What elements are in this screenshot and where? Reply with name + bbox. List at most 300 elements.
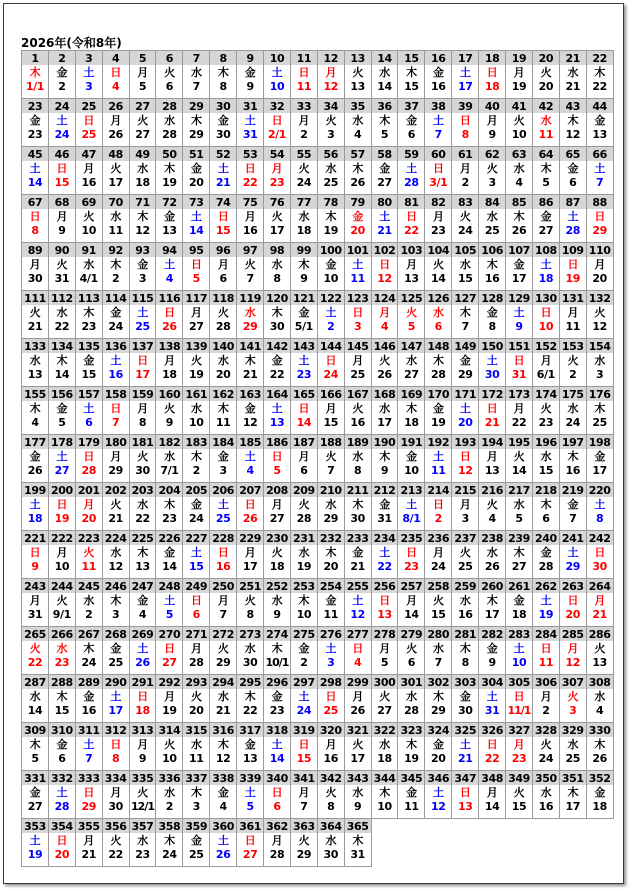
- day-cell: [398, 675, 425, 723]
- day-of-year: 140: [212, 340, 235, 353]
- day-cell: [210, 291, 237, 339]
- weekday-label: 土: [83, 402, 95, 415]
- day-cell: [237, 147, 264, 195]
- day-of-year: 225: [131, 532, 154, 545]
- day-of-year: 107: [508, 244, 530, 257]
- calendar-date: 25: [565, 752, 581, 765]
- day-of-year: 197: [561, 436, 584, 449]
- calendar-date: 16: [323, 752, 338, 765]
- day-of-year: 176: [588, 388, 611, 401]
- weekday-label: 火: [352, 738, 363, 751]
- day-of-year: 102: [373, 244, 396, 257]
- day-cell: [156, 579, 183, 627]
- day-of-year: 322: [373, 724, 396, 737]
- day-cell: [49, 147, 76, 195]
- day-of-year: 263: [561, 580, 584, 593]
- day-of-year: 332: [50, 772, 73, 785]
- day-of-year: 121: [292, 292, 315, 305]
- calendar-date: 8: [354, 464, 362, 477]
- day-cell: [76, 339, 103, 387]
- day-of-year: 49: [135, 148, 150, 161]
- day-cell: [130, 99, 157, 147]
- day-of-year: 199: [24, 484, 46, 497]
- day-cell: [183, 291, 210, 339]
- calendar-date: 16: [484, 272, 500, 285]
- weekday-label: 金: [379, 162, 390, 175]
- day-of-year: 14: [377, 52, 392, 65]
- weekday-label: 日: [379, 258, 390, 271]
- day-cell: [425, 723, 452, 771]
- weekday-label: 水: [56, 306, 68, 319]
- weekday-label: 金: [29, 786, 41, 799]
- day-cell: [156, 51, 183, 99]
- calendar-date: 29: [108, 464, 123, 477]
- weekday-label: 金: [271, 354, 283, 367]
- weekday-label: 日: [56, 498, 68, 511]
- day-of-year: 323: [400, 724, 423, 737]
- calendar-date: 13: [484, 464, 500, 477]
- weekday-label: 月: [379, 642, 390, 655]
- weekday-label: 土: [325, 306, 337, 319]
- calendar-date: 23: [162, 512, 177, 525]
- calendar-date: 3: [85, 80, 93, 93]
- day-of-year: 188: [319, 436, 342, 449]
- day-of-year: 184: [212, 436, 235, 449]
- day-of-year: 342: [319, 772, 342, 785]
- calendar-date: 16: [242, 224, 258, 237]
- day-of-year: 230: [266, 532, 288, 545]
- weekday-label: 木: [379, 450, 390, 463]
- calendar-date: 24: [296, 704, 312, 717]
- day-of-year: 22: [592, 52, 607, 65]
- day-of-year: 168: [373, 388, 396, 401]
- weekday-label: 火: [298, 162, 310, 175]
- weekday-label: 月: [325, 738, 337, 751]
- calendar-date: 2/1: [267, 128, 287, 141]
- day-cell: [372, 339, 399, 387]
- day-cell: [103, 819, 130, 867]
- day-of-year: 57: [350, 148, 365, 161]
- day-of-year: 143: [292, 340, 315, 353]
- weekday-label: 火: [137, 450, 148, 463]
- weekday-label: 日: [137, 354, 148, 367]
- day-cell: [76, 435, 103, 483]
- calendar-date: 29: [189, 128, 204, 141]
- day-of-year: 210: [319, 484, 342, 497]
- day-cell: [237, 291, 264, 339]
- day-of-year: 124: [373, 292, 396, 305]
- calendar-date: 24: [108, 320, 123, 333]
- calendar-date: 28: [54, 800, 70, 813]
- day-of-year: 37: [404, 100, 419, 113]
- weekday-label: 火: [190, 354, 202, 367]
- weekday-label: 金: [271, 690, 283, 703]
- day-of-year: 74: [215, 196, 231, 209]
- day-of-year: 337: [185, 772, 208, 785]
- calendar-date: 10: [269, 80, 285, 93]
- day-cell: [452, 627, 479, 675]
- day-of-year: 77: [296, 196, 312, 209]
- weekday-label: 木: [164, 162, 175, 175]
- calendar-date: 9: [273, 608, 281, 621]
- day-cell: [210, 387, 237, 435]
- day-cell: [237, 675, 264, 723]
- day-cell: [130, 51, 157, 99]
- day-cell: [291, 387, 318, 435]
- day-of-year: 253: [292, 580, 315, 593]
- day-cell: [264, 771, 291, 819]
- weekday-label: 金: [513, 258, 525, 271]
- calendar-date: 11: [404, 800, 419, 813]
- day-of-year: 229: [239, 532, 261, 545]
- calendar-date: 31: [484, 704, 500, 717]
- calendar-date: 28: [538, 560, 554, 573]
- day-cell: [156, 291, 183, 339]
- day-cell: [76, 771, 103, 819]
- weekday-label: 土: [137, 306, 148, 319]
- day-of-year: 232: [319, 532, 342, 545]
- day-cell: [372, 771, 399, 819]
- day-of-year: 297: [292, 676, 315, 689]
- calendar-date: 11: [538, 128, 554, 141]
- calendar-date: 6/1: [536, 368, 555, 381]
- weekday-label: 火: [567, 354, 579, 367]
- day-of-year: 180: [104, 436, 127, 449]
- day-cell: [156, 771, 183, 819]
- day-of-year: 112: [50, 292, 73, 305]
- day-cell: [210, 435, 237, 483]
- weekday-label: 日: [164, 306, 175, 319]
- weekday-label: 水: [379, 66, 390, 79]
- day-of-year: 351: [561, 772, 584, 785]
- day-cell: [22, 387, 49, 435]
- day-of-year: 11: [296, 52, 312, 65]
- weekday-label: 水: [352, 114, 363, 127]
- day-cell: [506, 291, 533, 339]
- day-of-year: 8: [219, 52, 227, 65]
- weekday-label: 金: [190, 162, 202, 175]
- day-of-year: 200: [50, 484, 73, 497]
- day-cell: [425, 147, 452, 195]
- calendar-date: 5: [165, 608, 174, 621]
- weekday-label: 火: [29, 306, 41, 319]
- calendar-date: 6: [219, 272, 227, 285]
- day-of-year: 354: [50, 820, 73, 833]
- weekday-label: 土: [83, 738, 95, 751]
- weekday-label: 火: [379, 354, 390, 367]
- weekday-label: 日: [406, 546, 417, 559]
- weekday-label: 火: [110, 498, 121, 511]
- day-cell: [291, 723, 318, 771]
- day-cell: [76, 291, 103, 339]
- calendar-date: 20: [215, 368, 231, 381]
- day-cell: [318, 291, 345, 339]
- day-cell: [156, 723, 183, 771]
- day-of-year: 26: [108, 100, 123, 113]
- calendar-date: 8/1: [402, 512, 421, 525]
- calendar-date: 30: [27, 272, 43, 285]
- calendar-date: 15: [323, 416, 338, 429]
- day-of-year: 5: [138, 52, 147, 65]
- day-cell: [318, 675, 345, 723]
- day-of-year: 103: [400, 244, 423, 257]
- calendar-date: 8: [461, 656, 469, 669]
- weekday-label: 土: [164, 258, 175, 271]
- day-cell: [398, 147, 425, 195]
- weekday-label: 土: [433, 450, 444, 463]
- calendar-date: 23: [511, 752, 527, 765]
- weekday-label: 水: [352, 450, 363, 463]
- weekday-label: 月: [217, 258, 229, 271]
- day-cell: [210, 579, 237, 627]
- calendar-date: 10: [323, 272, 338, 285]
- day-of-year: 186: [266, 436, 288, 449]
- day-of-year: 75: [242, 196, 258, 209]
- calendar-date: 27: [189, 320, 204, 333]
- day-of-year: 331: [24, 772, 46, 785]
- day-of-year: 108: [534, 244, 557, 257]
- day-of-year: 10: [269, 52, 285, 65]
- day-of-year: 203: [131, 484, 154, 497]
- weekday-label: 水: [352, 786, 363, 799]
- weekday-label: 火: [433, 258, 444, 271]
- calendar-date: 15: [81, 368, 96, 381]
- day-of-year: 13: [350, 52, 365, 65]
- calendar-date: 7: [461, 320, 469, 333]
- weekday-label: 月: [406, 594, 417, 607]
- calendar-date: 2: [85, 608, 93, 621]
- day-cell: [452, 243, 479, 291]
- day-cell: [506, 195, 533, 243]
- day-cell: [506, 51, 533, 99]
- weekday-label: 土: [540, 258, 552, 271]
- calendar-date: 11: [350, 272, 365, 285]
- day-of-year: 299: [346, 676, 369, 689]
- weekday-label: 火: [244, 258, 256, 271]
- day-of-year: 131: [561, 292, 584, 305]
- weekday-label: 土: [379, 210, 390, 223]
- day-cell: [22, 819, 49, 867]
- day-of-year: 213: [400, 484, 423, 497]
- calendar-date: 7: [434, 656, 442, 669]
- day-of-year: 147: [400, 340, 423, 353]
- day-of-year: 137: [131, 340, 154, 353]
- day-cell: [130, 675, 157, 723]
- calendar-date: 31: [377, 512, 392, 525]
- day-of-year: 90: [54, 244, 70, 257]
- calendar-date: 30: [215, 128, 231, 141]
- day-of-year: 257: [400, 580, 423, 593]
- day-of-year: 84: [484, 196, 500, 209]
- weekday-label: 金: [164, 546, 175, 559]
- day-cell: [156, 675, 183, 723]
- day-of-year: 171: [454, 388, 477, 401]
- calendar-date: 13: [135, 560, 150, 573]
- weekday-label: 日: [298, 66, 310, 79]
- calendar-date: 9: [58, 224, 66, 237]
- day-cell: [345, 723, 372, 771]
- calendar-date: 15: [404, 80, 419, 93]
- day-of-year: 138: [158, 340, 181, 353]
- day-cell: [372, 531, 399, 579]
- day-cell: [156, 99, 183, 147]
- day-cell: [237, 819, 264, 867]
- day-cell: [372, 483, 399, 531]
- calendar-date: 4: [596, 704, 604, 717]
- calendar-date: 15: [54, 176, 70, 189]
- weekday-label: 金: [594, 450, 605, 463]
- day-cell: [76, 627, 103, 675]
- day-of-year: 269: [131, 628, 154, 641]
- day-cell: [372, 387, 399, 435]
- day-of-year: 106: [481, 244, 503, 257]
- day-cell: [130, 531, 157, 579]
- day-of-year: 185: [239, 436, 261, 449]
- weekday-label: 水: [567, 402, 579, 415]
- weekday-label: 日: [29, 210, 41, 223]
- day-cell: [291, 147, 318, 195]
- day-cell: [560, 291, 587, 339]
- calendar-date: 6: [165, 80, 174, 93]
- day-of-year: 271: [185, 628, 208, 641]
- calendar-date: 24: [565, 416, 581, 429]
- calendar-date: 6: [569, 176, 577, 189]
- day-of-year: 328: [534, 724, 557, 737]
- calendar-date: 24: [323, 368, 338, 381]
- day-cell: [560, 483, 587, 531]
- day-cell: [22, 435, 49, 483]
- calendar-date: 17: [108, 704, 123, 717]
- calendar-date: 5: [407, 320, 416, 333]
- day-of-year: 324: [427, 724, 450, 737]
- day-of-year: 52: [215, 148, 231, 161]
- calendar-date: 23: [296, 368, 312, 381]
- day-of-year: 118: [212, 292, 235, 305]
- weekday-label: 月: [244, 210, 256, 223]
- day-of-year: 319: [292, 724, 315, 737]
- day-cell: [49, 819, 76, 867]
- weekday-label: 月: [164, 690, 175, 703]
- calendar-page: [3, 3, 624, 884]
- calendar-date: 12: [108, 560, 123, 573]
- calendar-date: 22: [242, 176, 258, 189]
- day-cell: [291, 771, 318, 819]
- weekday-label: 月: [137, 66, 148, 79]
- weekday-label: 水: [244, 306, 256, 319]
- day-cell: [345, 675, 372, 723]
- calendar-date: 13: [404, 272, 419, 285]
- weekday-label: 木: [244, 354, 256, 367]
- weekday-label: 水: [83, 258, 95, 271]
- day-of-year: 330: [588, 724, 611, 737]
- calendar-date: 2: [165, 800, 174, 813]
- weekday-label: 水: [379, 402, 390, 415]
- weekday-label: 日: [244, 162, 256, 175]
- calendar-date: 6: [407, 656, 416, 669]
- day-cell: [183, 195, 210, 243]
- weekday-label: 日: [540, 306, 552, 319]
- day-cell: [183, 147, 210, 195]
- calendar-date: 21: [108, 512, 123, 525]
- day-cell: [372, 243, 399, 291]
- weekday-label: 土: [406, 162, 417, 175]
- day-of-year: 3: [85, 52, 93, 65]
- day-of-year: 343: [346, 772, 369, 785]
- weekday-label: 木: [459, 642, 471, 655]
- calendar-date: 27: [27, 800, 43, 813]
- day-cell: [49, 483, 76, 531]
- calendar-date: 2: [300, 128, 308, 141]
- weekday-label: 水: [594, 690, 605, 703]
- day-of-year: 58: [377, 148, 392, 161]
- day-of-year: 98: [269, 244, 285, 257]
- day-of-year: 287: [24, 676, 46, 689]
- day-cell: [76, 531, 103, 579]
- weekday-label: 金: [379, 498, 390, 511]
- day-cell: [237, 99, 264, 147]
- weekday-label: 土: [379, 546, 390, 559]
- day-of-year: 298: [319, 676, 342, 689]
- weekday-label: 月: [110, 450, 121, 463]
- day-cell: [103, 723, 130, 771]
- calendar-date: 21: [377, 224, 392, 237]
- day-of-year: 18: [484, 52, 500, 65]
- day-of-year: 141: [239, 340, 261, 353]
- calendar-date: 31: [242, 128, 258, 141]
- calendar-date: 12: [431, 800, 446, 813]
- day-cell: [587, 291, 614, 339]
- weekday-label: 月: [164, 354, 175, 367]
- day-cell: [130, 387, 157, 435]
- day-cell: [398, 483, 425, 531]
- day-of-year: 243: [24, 580, 46, 593]
- day-of-year: 290: [104, 676, 127, 689]
- weekday-label: 日: [540, 642, 552, 655]
- calendar-date: 29: [431, 704, 446, 717]
- day-of-year: 214: [427, 484, 450, 497]
- weekday-label: 日: [513, 690, 525, 703]
- weekday-label: 火: [513, 786, 525, 799]
- day-of-year: 50: [162, 148, 177, 161]
- day-of-year: 173: [508, 388, 530, 401]
- day-cell: [345, 195, 372, 243]
- calendar-date: 5: [542, 176, 550, 189]
- weekday-label: 金: [83, 354, 95, 367]
- day-cell: [398, 627, 425, 675]
- day-cell: [130, 819, 157, 867]
- day-of-year: 7: [192, 52, 200, 65]
- weekday-label: 金: [137, 594, 148, 607]
- calendar-date: 27: [269, 512, 285, 525]
- day-of-year: 360: [212, 820, 235, 833]
- day-of-year: 111: [24, 292, 46, 305]
- calendar-date: 21: [27, 320, 43, 333]
- day-cell: [479, 531, 506, 579]
- calendar-date: 27: [377, 176, 392, 189]
- weekday-label: 火: [271, 210, 283, 223]
- calendar-date: 30: [323, 848, 338, 861]
- weekday-label: 木: [29, 738, 41, 751]
- calendar-date: 11: [189, 752, 204, 765]
- calendar-date: 27: [162, 656, 177, 669]
- weekday-label: 土: [486, 354, 498, 367]
- day-cell: [345, 243, 372, 291]
- day-cell: [506, 771, 533, 819]
- day-of-year: 23: [27, 100, 43, 113]
- calendar-date: 22: [484, 752, 500, 765]
- day-of-year: 78: [323, 196, 338, 209]
- weekday-label: 土: [190, 210, 202, 223]
